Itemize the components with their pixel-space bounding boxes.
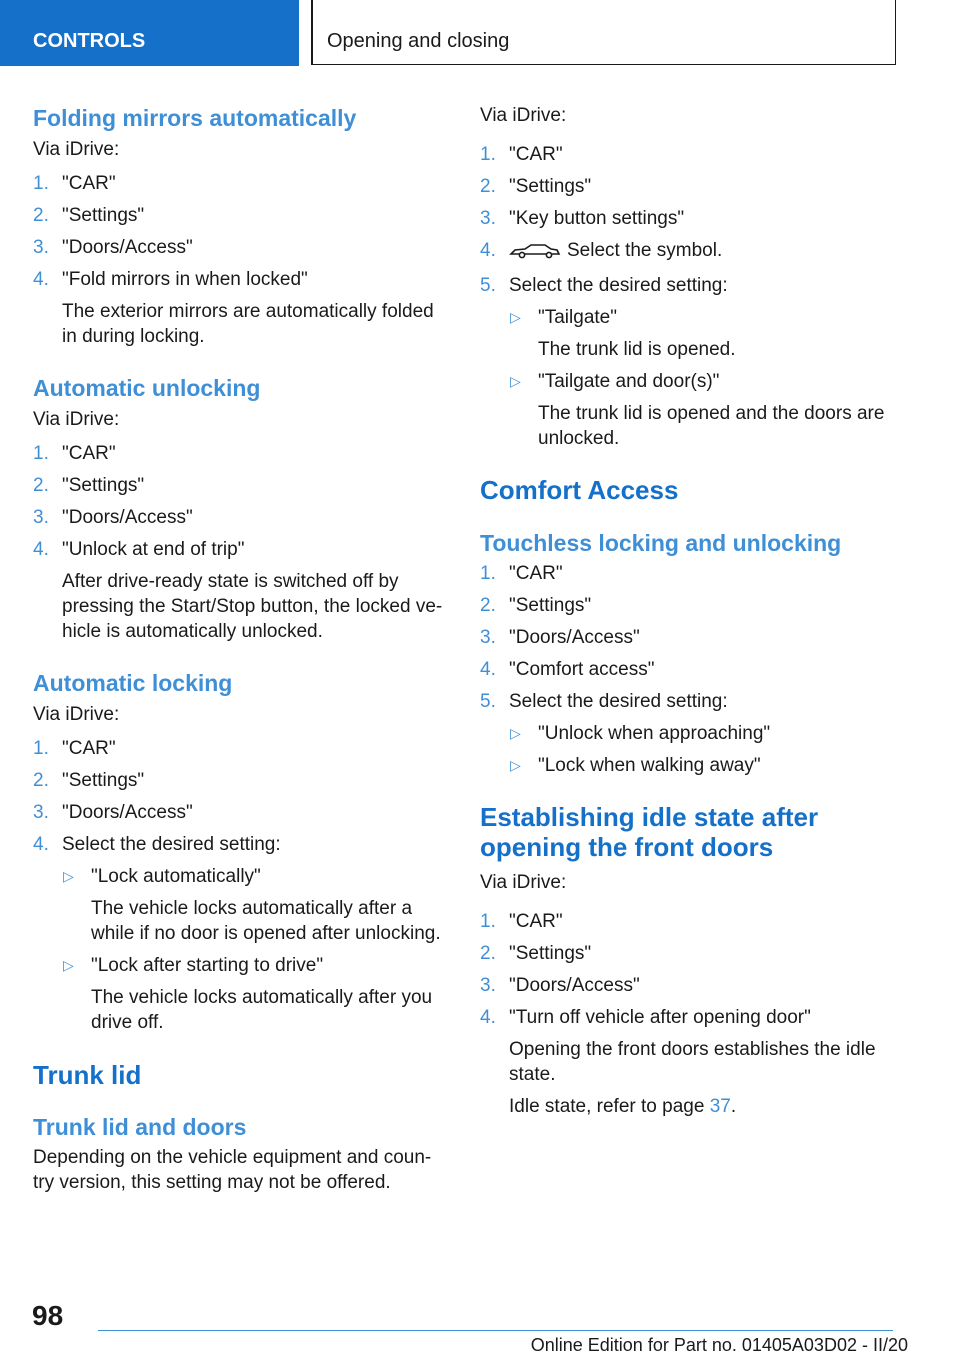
desc-line: pressing the Start/Stop button, the locked ve- (62, 596, 443, 617)
trunk-heading: Trunk lid (33, 1060, 142, 1090)
option-desc: The trunk lid is opened. (538, 339, 736, 360)
heading-line: opening the front doors (480, 832, 774, 862)
list-number: 2. (480, 176, 496, 197)
list-item (480, 238, 900, 266)
list-number: 5. (480, 275, 496, 296)
list-text: "Doors/Access" (62, 237, 193, 258)
list-number: 2. (33, 475, 49, 496)
idle-desc (480, 1037, 900, 1087)
list-number: 3. (480, 208, 496, 229)
unlock-heading: Automatic unlocking (33, 375, 261, 401)
desc-line: try version, this setting may not be offered. (33, 1172, 391, 1193)
option-text: "Tailgate and door(s)" (538, 371, 720, 392)
list-text: "Doors/Access" (509, 975, 640, 996)
list-text: "Doors/Access" (62, 507, 193, 528)
triangle-right-icon: ▷ (63, 957, 74, 973)
option-text: "Unlock when approaching" (538, 723, 771, 744)
page-link[interactable]: 37 (709, 1096, 731, 1117)
list-text: "Settings" (62, 770, 145, 791)
list-number: 1. (33, 443, 49, 464)
option-item (480, 753, 900, 778)
list-text: "Turn off vehicle after opening door" (509, 1007, 811, 1028)
list-text: "Doors/Access" (62, 802, 193, 823)
list-text: "Settings" (62, 475, 145, 496)
list-number: 4. (480, 240, 496, 261)
list-number: 3. (33, 237, 49, 258)
list-number: 4. (33, 539, 49, 560)
list-item (33, 441, 453, 466)
list-number: 3. (33, 507, 49, 528)
option-item (480, 369, 900, 394)
footer-edition: Online Edition for Part no. 01405A03D02 - II/20 (530, 1335, 908, 1355)
list-text: "Key button settings" (509, 208, 685, 229)
list-text: "CAR" (509, 911, 563, 932)
list-number: 2. (33, 205, 49, 226)
list-text: "Settings" (509, 595, 592, 616)
list-number: 1. (480, 911, 496, 932)
list-number: 4. (33, 834, 49, 855)
lock-heading: Automatic locking (33, 670, 233, 696)
list-item (480, 973, 900, 998)
list-number: 2. (480, 595, 496, 616)
list-number: 2. (33, 770, 49, 791)
list-text: "Doors/Access" (509, 627, 640, 648)
unlock-desc (33, 569, 453, 644)
desc-line: while if no door is opened after unlocking. (91, 923, 441, 944)
list-item (33, 235, 453, 260)
list-item (480, 1005, 900, 1030)
list-text: "Settings" (62, 205, 145, 226)
reference-end: . (730, 1096, 737, 1117)
footer-divider (98, 1330, 893, 1331)
section-tab (0, 0, 299, 66)
desc-line: Opening the front doors establishes the idle (509, 1039, 876, 1060)
comfort-heading: Comfort Access (480, 475, 679, 505)
list-item (33, 832, 453, 857)
list-item (480, 941, 900, 966)
list-item (480, 689, 900, 714)
list-text: "CAR" (62, 738, 116, 759)
list-text: "Fold mirrors in when locked" (62, 269, 308, 290)
list-number: 5. (480, 691, 496, 712)
list-number: 1. (33, 173, 49, 194)
desc-line: state. (509, 1064, 556, 1085)
option-text: "Lock after starting to drive" (91, 955, 324, 976)
desc-line: The vehicle locks automatically after you (91, 987, 433, 1008)
list-text: "CAR" (62, 173, 116, 194)
list-number: 1. (33, 738, 49, 759)
list-number: 1. (480, 144, 496, 165)
list-text: "Unlock at end of trip" (62, 539, 245, 560)
trunk-desc (33, 1145, 453, 1195)
list-text: Select the desired setting: (509, 275, 728, 296)
desc-line: drive off. (91, 1012, 164, 1033)
car-icon (509, 241, 561, 266)
list-item (33, 203, 453, 228)
option-item (480, 305, 900, 330)
unlock-via: Via iDrive: (33, 409, 120, 430)
comfort-subheading: Touchless locking and unlocking (480, 530, 842, 556)
idle-via: Via iDrive: (480, 872, 567, 893)
list-text: "CAR" (62, 443, 116, 464)
option-item (480, 721, 900, 746)
list-item (480, 142, 900, 167)
desc-line: The vehicle locks automatically after a (91, 898, 413, 919)
triangle-right-icon: ▷ (510, 725, 521, 741)
desc-line: The trunk lid is opened and the doors are (538, 403, 885, 424)
page-number: 98 (32, 1300, 64, 1331)
fold-via: Via iDrive: (33, 139, 120, 160)
triangle-right-icon: ▷ (63, 868, 74, 884)
desc-line: After drive-ready state is switched off by (62, 571, 399, 592)
list-text: "Comfort access" (509, 659, 655, 680)
option-text: "Tailgate" (538, 307, 617, 328)
list-number: 1. (480, 563, 496, 584)
list-item (480, 273, 900, 298)
trunk-subheading: Trunk lid and doors (33, 1114, 247, 1140)
option-text: "Lock automatically" (91, 866, 261, 887)
list-item (480, 593, 900, 618)
section-title: CONTROLS (33, 30, 146, 52)
list-number: 4. (480, 1007, 496, 1028)
list-item (480, 174, 900, 199)
left-column (33, 103, 453, 1195)
desc-line: The exterior mirrors are automatically folded (62, 301, 434, 322)
list-text: Select the desired setting: (509, 691, 728, 712)
lock-via: Via iDrive: (33, 704, 120, 725)
chapter-tab (311, 0, 896, 65)
triangle-right-icon: ▷ (510, 373, 521, 389)
list-number: 3. (480, 627, 496, 648)
list-text: "Settings" (509, 176, 592, 197)
reference-text: Idle state, refer to page (509, 1096, 710, 1117)
list-number: 4. (33, 269, 49, 290)
list-item (480, 206, 900, 231)
list-item (33, 768, 453, 793)
option-item (33, 953, 453, 978)
triangle-right-icon: ▷ (510, 309, 521, 325)
desc-line: in during locking. (62, 326, 205, 347)
list-item (33, 267, 453, 292)
list-number: 4. (480, 659, 496, 680)
list-number: 3. (480, 975, 496, 996)
chapter-title: Opening and closing (327, 30, 510, 52)
option-text: "Lock when walking away" (538, 755, 761, 776)
list-item (480, 561, 900, 586)
list-number: 2. (480, 943, 496, 964)
option-item (33, 864, 453, 889)
list-item (33, 473, 453, 498)
desc-line: Depending on the vehicle equipment and coun- (33, 1147, 432, 1168)
list-number: 3. (33, 802, 49, 823)
list-text: Select the symbol. (567, 240, 723, 261)
trunk-via: Via iDrive: (480, 105, 567, 126)
desc-line: unlocked. (538, 428, 620, 449)
idle-reference (480, 1094, 900, 1119)
option-desc (33, 985, 453, 1035)
list-item (480, 625, 900, 650)
list-text: "CAR" (509, 563, 563, 584)
triangle-right-icon: ▷ (510, 757, 521, 773)
heading-line: Establishing idle state after (480, 802, 819, 832)
right-column (480, 103, 900, 1119)
list-item (33, 800, 453, 825)
idle-heading (480, 802, 900, 862)
option-desc (480, 401, 900, 451)
list-item (33, 505, 453, 530)
list-item (33, 736, 453, 761)
list-item (33, 171, 453, 196)
list-text: "CAR" (509, 144, 563, 165)
list-item (480, 657, 900, 682)
fold-desc (33, 299, 453, 349)
desc-line: hicle is automatically unlocked. (62, 621, 323, 642)
fold-heading: Folding mirrors automatically (33, 105, 357, 131)
list-item (480, 909, 900, 934)
list-item (33, 537, 453, 562)
list-text: "Settings" (509, 943, 592, 964)
list-text: Select the desired setting: (62, 834, 281, 855)
option-desc (33, 896, 453, 946)
